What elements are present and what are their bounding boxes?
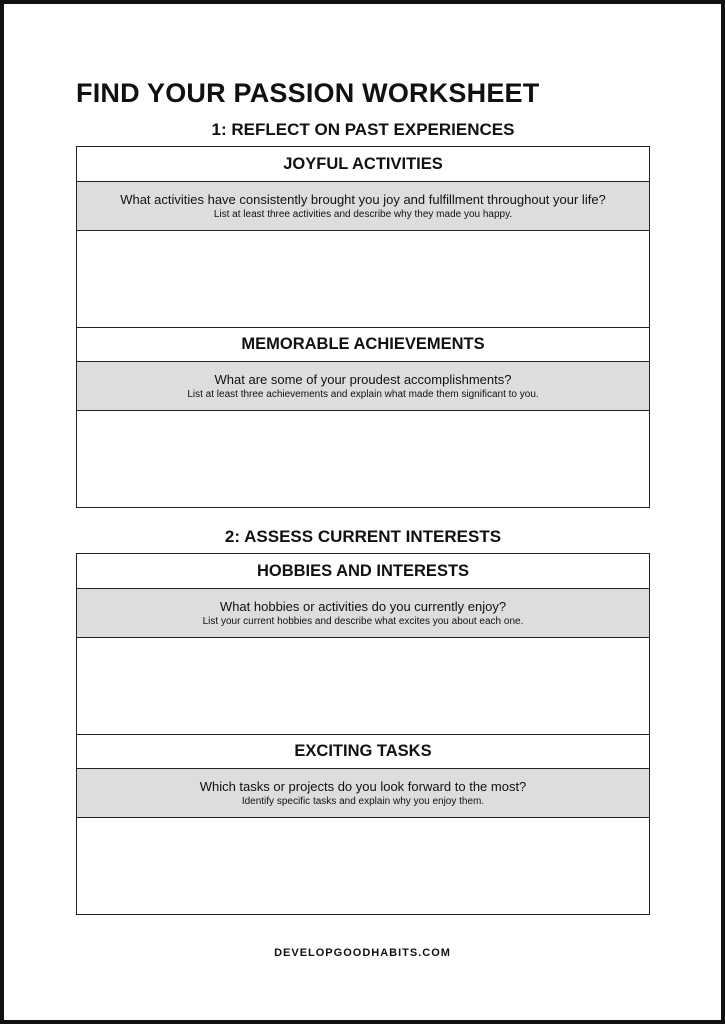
prompt-hobbies-and-interests: [77, 589, 649, 638]
prompt-instruction: List at least three activities and describe why they made you happy.: [213, 208, 513, 220]
block-title-exciting-tasks: EXCITING TASKS: [77, 734, 649, 769]
block-title-joyful-activities: JOYFUL ACTIVITIES: [77, 147, 649, 182]
section-heading-reflect: 1: REFLECT ON PAST EXPERIENCES: [211, 120, 515, 139]
prompt-memorable-achievements: [77, 362, 649, 411]
block-title-memorable-achievements: MEMORABLE ACHIEVEMENTS: [77, 327, 649, 362]
block-title-hobbies-and-interests: HOBBIES AND INTERESTS: [77, 554, 649, 589]
prompt-question: What hobbies or activities do you currently enjoy?: [219, 598, 507, 614]
answer-area-memorable-achievements[interactable]: [77, 411, 649, 507]
section-reflect-table: [76, 146, 650, 508]
prompt-joyful-activities: [77, 182, 649, 231]
prompt-question: What are some of your proudest accomplishments?: [214, 371, 512, 387]
section-heading-assess: 2: ASSESS CURRENT INTERESTS: [224, 527, 502, 546]
prompt-question: What activities have consistently brought you joy and fulfillment throughout your life?: [120, 191, 606, 207]
answer-area-joyful-activities[interactable]: [77, 231, 649, 327]
prompt-instruction: List your current hobbies and describe what excites you about each one.: [202, 615, 524, 627]
prompt-exciting-tasks: [77, 769, 649, 818]
answer-area-hobbies-and-interests[interactable]: [77, 638, 649, 734]
prompt-instruction: Identify specific tasks and explain why you enjoy them.: [241, 795, 485, 807]
prompt-question: Which tasks or projects do you look forward to the most?: [199, 778, 527, 794]
prompt-instruction: List at least three achievements and explain what made them significant to you.: [187, 388, 539, 400]
footer-website: DEVELOPGOODHABITS.COM: [274, 947, 451, 959]
section-assess-table: [76, 553, 650, 915]
answer-area-exciting-tasks[interactable]: [77, 818, 649, 914]
page-title: FIND YOUR PASSION WORKSHEET: [76, 78, 540, 108]
